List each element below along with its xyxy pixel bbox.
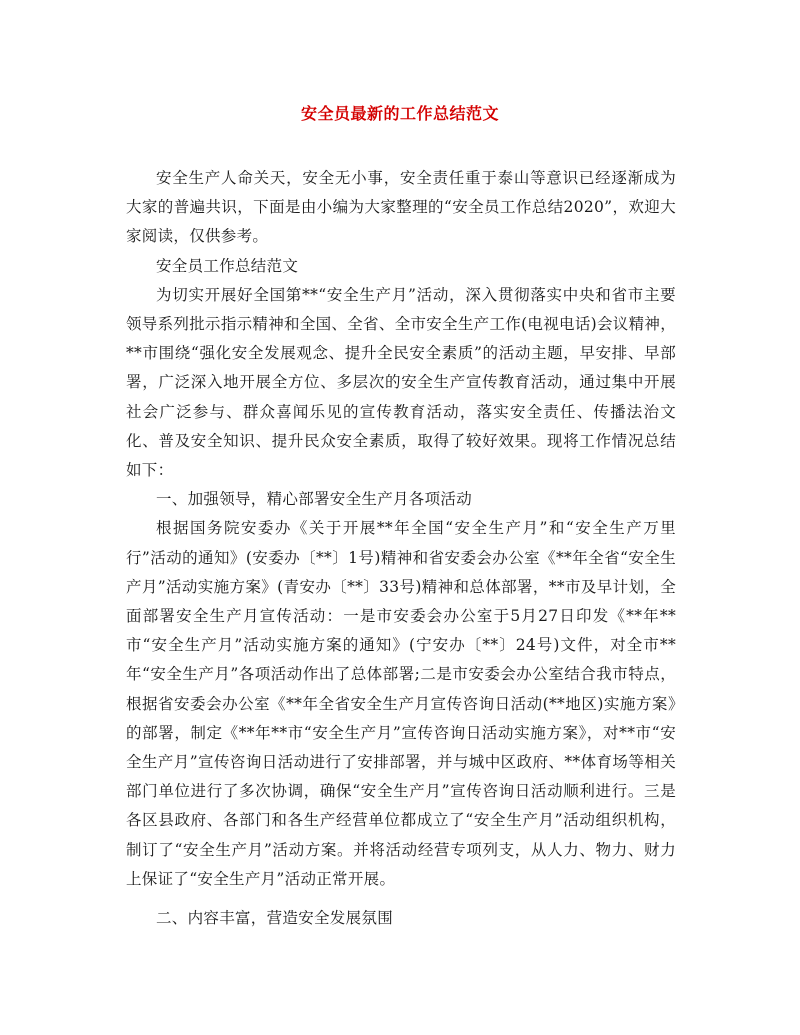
section-heading-main: 安全员工作总结范文	[156, 256, 299, 275]
section-1-paragraph: 根据国务院安委办《关于开展**年全国“安全生产月”和“安全生产万里行”活动的通知》(安委办〔**〕1号)精神和省安委会办公室《**年全省“安全生产月”活动实施方案》(青安办〔**〕33号)精神和总体部署，**市及早计划，全面部署安全生产月宣传活动：一是市安委会办公室于5月27日印发《**年**市“安全生产月”活动实施方案的通知》(宁安办〔**〕24号)文件，对全市**年“安全生产月”各项活动作出了总体部署;二是市安委会办公室结合我市特点，根据省安委会办公室《**年全省安全生产月宣传咨询日活动(**地区)实施方案》的部署，制定《**年**市“安全生产月”宣传咨询日活动实施方案》，对**市“安全生产月”宣传咨询日活动进行了安排部署，并与城中区政府、**体育场等相关部门单位进行了多次协调，确保“安全生产月”宣传咨询日活动顺利进行。三是各区县政府、各部门和各生产经营单位都成立了“安全生产月”活动组织机构，制订了“安全生产月”活动方案。并将活动经营专项列支，从人力、物力、财力上保证了“安全生产月”活动正常开展。	[126, 519, 676, 888]
document-body	[126, 164, 676, 933]
background-paragraph: 为切实开展好全国第**“安全生产月”活动，深入贯彻落实中央和省市主要领导系列批示指示精神和全国、全省、全市安全生产工作(电视电话)会议精神，**市围绕“强化安全发展观念、提升全民安全素质”的活动主题，早安排、早部署，广泛深入地开展全方位、多层次的安全生产宣传教育活动，通过集中开展社会广泛参与、群众喜闻乐见的宣传教育活动，落实安全责任、传播法治文化、普及安全知识、提升民众安全素质，取得了较好效果。现将工作情况总结如下：	[126, 285, 676, 480]
section-heading-1: 一、加强领导，精心部署安全生产月各项活动	[156, 490, 473, 509]
intro-paragraph: 安全生产人命关天，安全无小事，安全责任重于泰山等意识已经逐渐成为大家的普遍共识，下面是由小编为大家整理的“安全员工作总结2020”，欢迎大家阅读，仅供参考。	[126, 169, 676, 246]
document-title: 安全员最新的工作总结范文	[300, 104, 499, 123]
section-heading-2: 二、内容丰富，营造安全发展氛围	[156, 909, 394, 928]
